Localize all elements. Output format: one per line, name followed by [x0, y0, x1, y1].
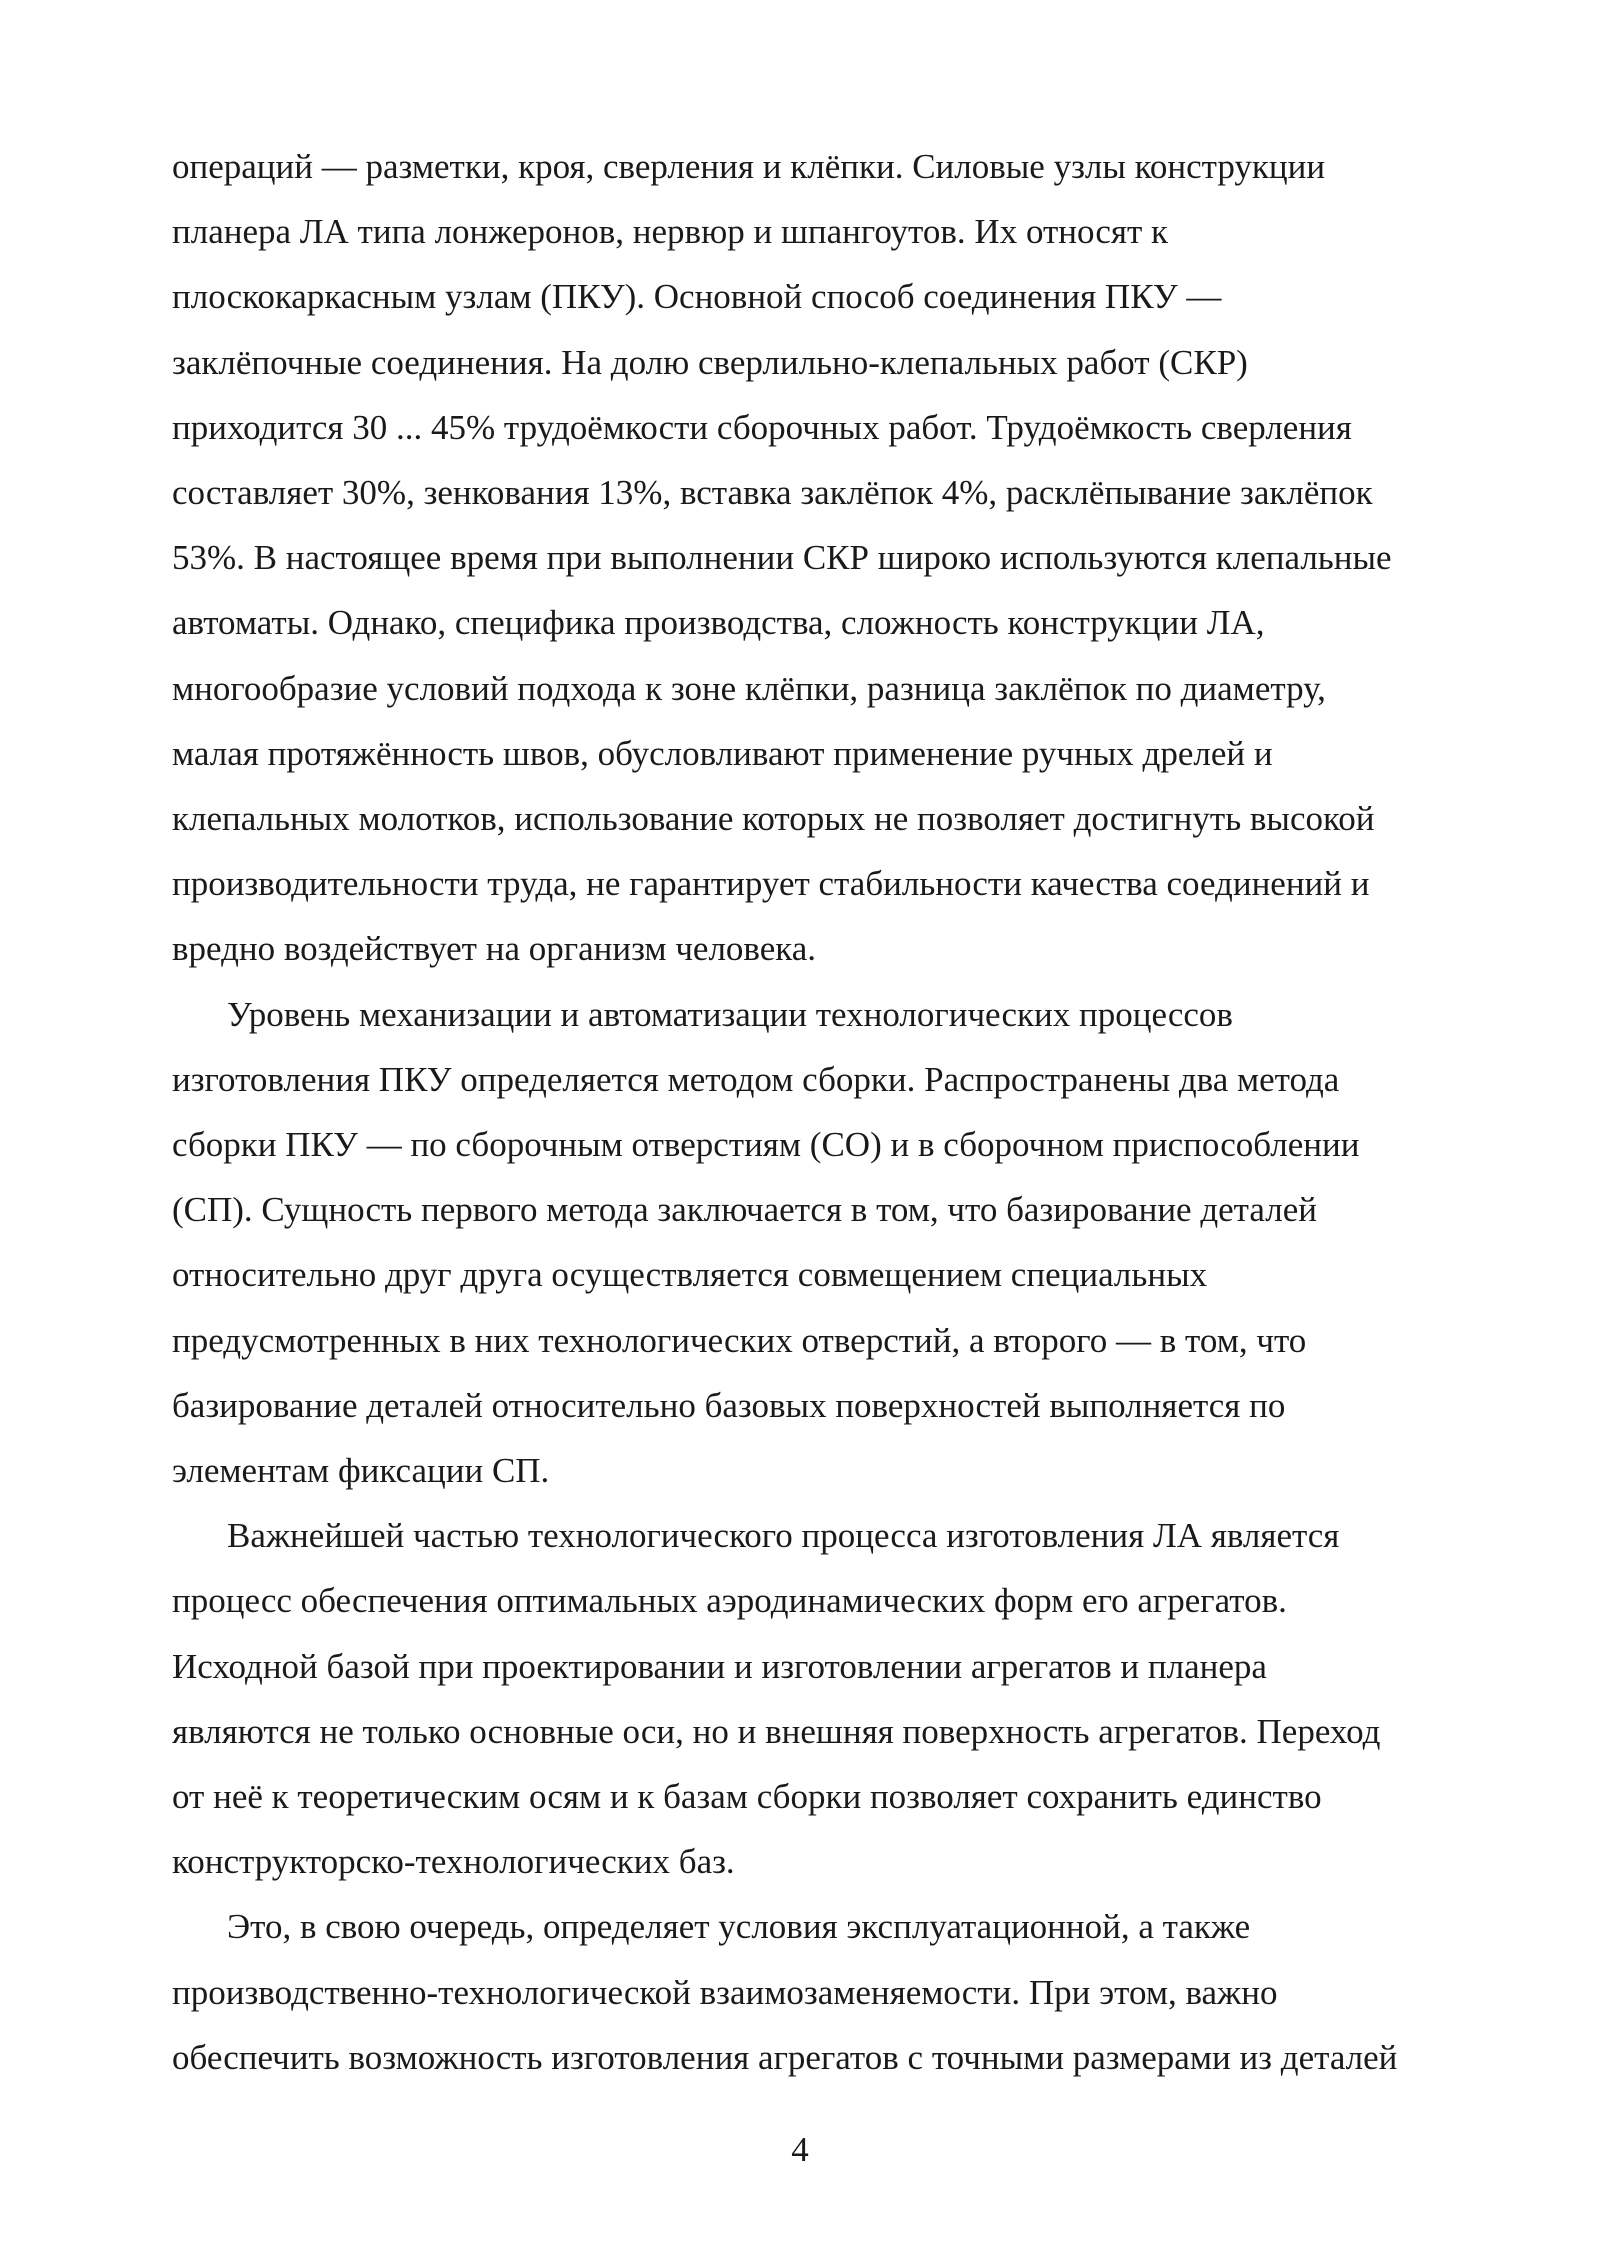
- paragraph-4: [172, 1894, 1512, 2090]
- text-line: предусмотренных в них технологических отверстий, а второго — в том, что: [172, 1320, 1307, 1360]
- text-line: клепальных молотков, использование которых не позволяет достигнуть высокой: [172, 799, 1375, 839]
- text-line: составляет 30%, зенкования 13%, вставка заклёпок 4%, расклёпывание заклёпок: [172, 473, 1373, 513]
- text-line: от неё к теоретическим осям и к базам сборки позволяет сохранить единство: [172, 1777, 1322, 1817]
- text-line-first: Уровень механизации и автоматизации технологических процессов: [227, 994, 1233, 1034]
- text-line: Исходной базой при проектировании и изготовлении агрегатов и планера: [172, 1646, 1267, 1686]
- text-line: обеспечить возможность изготовления агрегатов с точными размерами из деталей: [172, 2037, 1398, 2077]
- text-line: малая протяжённость швов, обусловливают применение ручных дрелей и: [172, 733, 1273, 773]
- text-line: производственно-технологической взаимозаменяемости. При этом, важно: [172, 1972, 1278, 2012]
- text-line: заклёпочные соединения. На долю сверлильно-клепальных работ (СКР): [172, 342, 1248, 382]
- text-line: сборки ПКУ — по сборочным отверстиям (СО) и в сборочном приспособлении: [172, 1125, 1360, 1165]
- text-line: являются не только основные оси, но и внешняя поверхность агрегатов. Переход: [172, 1711, 1381, 1751]
- text-line: (СП). Сущность первого метода заключается в том, что базирование деталей: [172, 1190, 1317, 1230]
- text-line: автоматы. Однако, специфика производства, сложность конструкции ЛА,: [172, 603, 1265, 643]
- text-line: операций — разметки, кроя, сверления и клёпки. Силовые узлы конструкции: [172, 147, 1326, 186]
- text-line: конструкторско-технологических баз.: [172, 1842, 735, 1882]
- text-line: планера ЛА типа лонжеронов, нервюр и шпангоутов. Их относят к: [172, 212, 1169, 252]
- text-line: приходится 30 ... 45% трудоёмкости сборочных работ. Трудоёмкость сверления: [172, 407, 1352, 447]
- paragraph-3: [172, 1503, 1512, 1894]
- paragraph-2: [172, 982, 1512, 1504]
- text-line: плоскокаркасным узлам (ПКУ). Основной способ соединения ПКУ —: [172, 277, 1222, 317]
- text-line: вредно воздействует на организм человека.: [172, 929, 817, 969]
- page-body: [172, 134, 1512, 2090]
- text-line: элементам фиксации СП.: [172, 1451, 550, 1491]
- text-line: базирование деталей относительно базовых поверхностей выполняется по: [172, 1385, 1286, 1425]
- text-line: многообразие условий подхода к зоне клёпки, разница заклёпок по диаметру,: [172, 668, 1326, 708]
- text-line: 53%. В настоящее время при выполнении СКР широко используются клепальные: [172, 538, 1392, 578]
- page-number: 4: [791, 2130, 809, 2169]
- text-line: изготовления ПКУ определяется методом сборки. Распространены два метода: [172, 1059, 1340, 1099]
- text-line: процесс обеспечения оптимальных аэродинамических форм его агрегатов.: [172, 1581, 1287, 1621]
- text-line-first: Важнейшей частью технологического процесса изготовления ЛА является: [227, 1516, 1340, 1556]
- paragraph-1: [172, 134, 1512, 982]
- text-line-first: Это, в свою очередь, определяет условия эксплуатационной, а также: [227, 1907, 1251, 1947]
- text-line: производительности труда, не гарантирует стабильности качества соединений и: [172, 864, 1370, 904]
- text-line: относительно друг друга осуществляется совмещением специальных: [172, 1255, 1208, 1295]
